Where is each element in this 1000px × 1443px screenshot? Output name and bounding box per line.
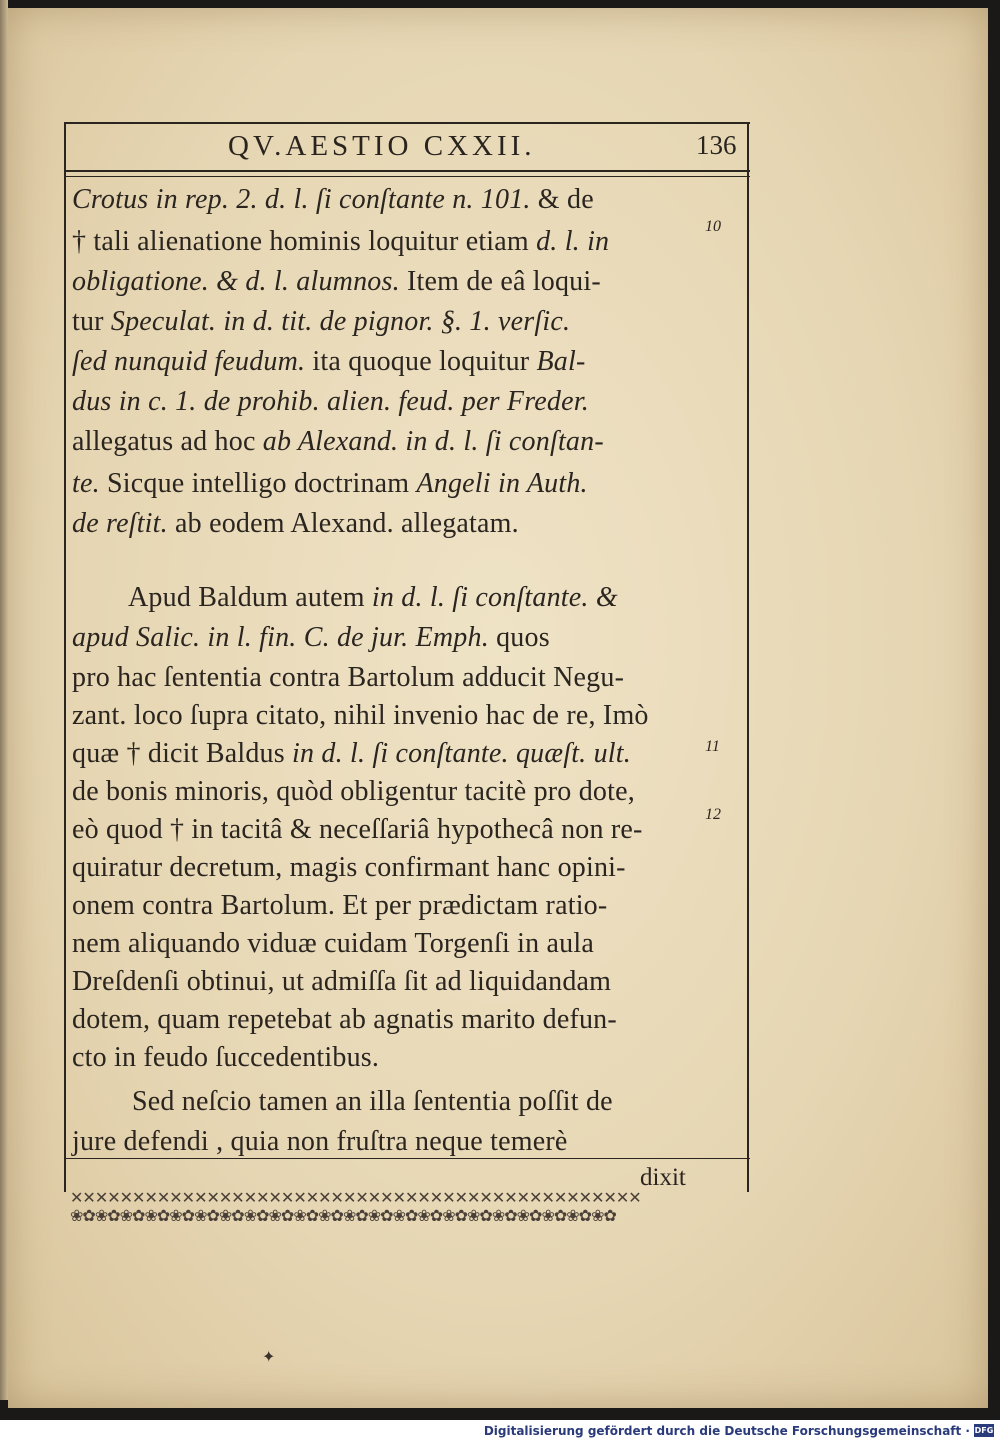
italic-citation: de reſtit. <box>72 508 168 539</box>
text-line <box>72 386 589 418</box>
right-rule <box>747 122 749 1192</box>
page-number: 136 <box>696 130 737 160</box>
body-text: zant. loco ſupra citato, nihil invenio hac de re, Imò <box>72 700 649 731</box>
margin-number: 10 <box>705 218 721 235</box>
italic-citation: Angeli in Auth. <box>416 468 588 499</box>
dfg-logo-icon: DFG <box>974 1426 994 1435</box>
text-line <box>72 814 643 846</box>
text-line <box>72 776 635 808</box>
body-text: quos <box>488 622 550 653</box>
margin-number: 12 <box>705 806 721 823</box>
body-text: pro hac ſententia contra Bartolum adducit Negu- <box>72 662 625 693</box>
body-text: eò quod † in tacitâ & neceſſariâ hypothecâ non re- <box>72 814 643 845</box>
italic-citation: d. l. in <box>536 226 610 257</box>
italic-citation: obligatione. & d. l. alumnos. <box>72 266 400 297</box>
body-text: Apud Baldum autem <box>128 582 372 613</box>
body-text: † tali alienatione hominis loquitur etiam <box>72 226 537 257</box>
text-line <box>72 1042 379 1074</box>
text-line <box>72 1004 617 1036</box>
left-rule <box>64 122 66 1192</box>
body-text: Sed neſcio tamen an illa ſententia poſſit de <box>132 1086 613 1117</box>
text-line <box>72 306 570 338</box>
body-text: dotem, quam repetebat ab agnatis marito defun- <box>72 1004 617 1035</box>
text-line <box>72 468 588 500</box>
body-text: ab eodem Alexand. allegatam. <box>167 508 519 539</box>
text-line <box>72 226 609 258</box>
text-line <box>72 890 607 922</box>
text-line <box>72 966 611 998</box>
body-text: cto in feudo ſuccedentibus. <box>72 1042 380 1073</box>
italic-citation: in d. l. ſi conſtante. & <box>371 582 618 613</box>
catchword: dixit <box>640 1164 686 1191</box>
text-line <box>72 662 624 694</box>
italic-citation: Speculat. in d. tit. de pignor. §. 1. verſic. <box>110 306 571 337</box>
italic-citation: Bal- <box>536 346 586 377</box>
body-text: ita quoque loquitur <box>305 346 537 377</box>
top-rule <box>64 122 750 124</box>
text-line <box>132 1086 613 1118</box>
header-rule-2 <box>64 176 750 177</box>
header-rule <box>64 170 750 172</box>
ornament-border-floral: ❀✿❀✿❀✿❀✿❀✿❀✿❀✿❀✿❀✿❀✿❀✿❀✿❀✿❀✿❀✿❀✿❀✿❀✿❀✿❀✿❀✿❀✿ <box>70 1208 616 1225</box>
italic-citation: in d. l. ſi conſtante. quæſt. ult. <box>292 738 631 769</box>
body-text: onem contra Bartolum. Et per prædictam ratio- <box>72 890 608 921</box>
text-line <box>72 852 626 884</box>
body-text: allegatus ad hoc <box>72 426 263 457</box>
italic-citation: te. <box>72 468 100 499</box>
text-line <box>72 266 601 298</box>
margin-number: 11 <box>705 738 720 755</box>
italic-citation: ſed nunquid feudum. <box>72 346 306 377</box>
body-text: Dreſdenſi obtinui, ut admiſſa ſit ad liquidandam <box>72 966 612 997</box>
text-line <box>72 928 594 960</box>
running-title: QV.AESTIO CXXII. <box>228 130 536 162</box>
italic-citation: apud Salic. in l. fin. C. de jur. Emph. <box>72 622 489 653</box>
text-line <box>72 622 550 654</box>
body-text: Sicque intelligo doctrinam <box>99 468 417 499</box>
body-text: Item de eâ loqui- <box>399 266 601 297</box>
text-line <box>72 700 649 732</box>
funding-credit: Digitalisierung gefördert durch die Deutsche Forschungsgemeinschaft · <box>483 1424 970 1438</box>
text-line <box>72 426 604 458</box>
bottom-rule <box>64 1158 750 1159</box>
ornament-border: ✕✕✕✕✕✕✕✕✕✕✕✕✕✕✕✕✕✕✕✕✕✕✕✕✕✕✕✕✕✕✕✕✕✕✕✕✕✕✕✕✕✕✕✕✕✕ <box>70 1190 641 1207</box>
page-edge <box>0 0 8 1400</box>
text-line <box>72 184 594 216</box>
body-text: quæ † dicit Baldus <box>72 738 293 769</box>
body-text: tur <box>72 306 111 337</box>
body-text: de bonis minoris, quòd obligentur tacitè pro dote, <box>72 776 635 807</box>
text-line <box>72 1126 567 1158</box>
text-line <box>72 508 519 540</box>
body-text: & de <box>530 184 594 215</box>
italic-citation: dus in c. 1. de prohib. alien. feud. per Freder. <box>72 386 589 417</box>
italic-citation: ab Alexand. in d. l. ſi conſtan- <box>262 426 604 457</box>
text-line <box>72 346 586 378</box>
text-line <box>128 582 618 614</box>
text-line <box>72 738 631 770</box>
body-text: quiratur decretum, magis confirmant hanc opini- <box>72 852 626 883</box>
body-text: jure defendi , quia non fruſtra neque temerè <box>72 1126 568 1157</box>
fleuron-ornament: ✦ <box>262 1349 276 1366</box>
body-text: nem aliquando viduæ cuidam Torgenſi in aula <box>72 928 594 959</box>
italic-citation: Crotus in rep. 2. d. l. ſi conſtante n. 101. <box>72 184 531 215</box>
